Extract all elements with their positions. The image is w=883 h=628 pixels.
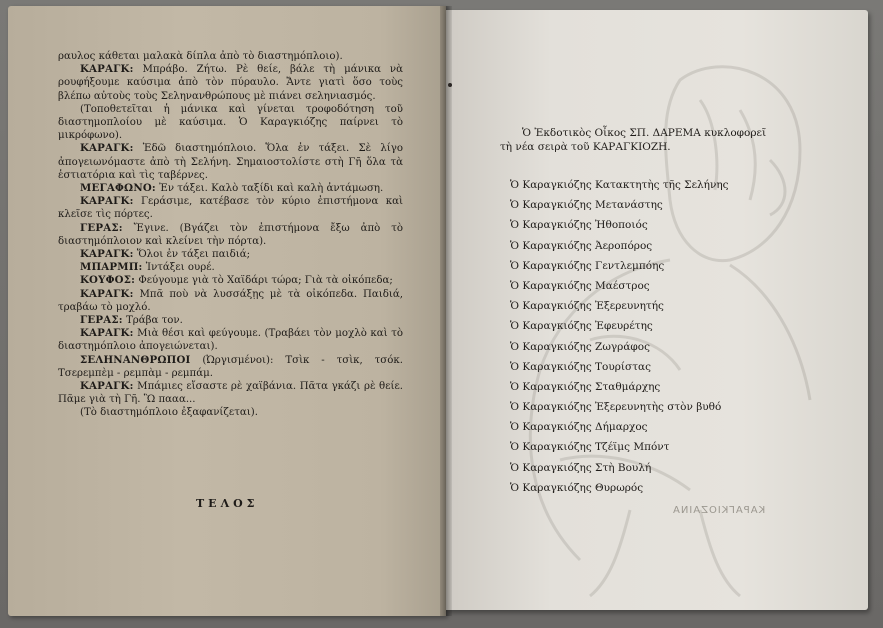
dialogue-line: ΚΟΥΦΟΣ: Φεύγουμε γιὰ τὸ Χαϊδάρι τώρα; Γιὰ τὰ οἰκόπεδα;: [80, 274, 393, 287]
list-item: Ὁ Καραγκιόζης Ἠθοποιός: [510, 219, 648, 232]
staple-hole: [448, 83, 452, 87]
list-item: Ὁ Καραγκιόζης Κατακτητὴς τῆς Σελήνης: [510, 179, 729, 191]
list-item: Ὁ Καραγκιόζης Στὴ Βουλή: [510, 461, 652, 474]
announcement-line-2: τὴ νέα σειρὰ τοῦ ΚΑΡΑΓΚΙΟΖΗ.: [500, 141, 671, 153]
book-spine: [440, 6, 452, 616]
list-item: Ὁ Καραγκιόζης Ζωγράφος: [510, 340, 650, 353]
dialogue-line: ΓΕΡΑΣ: Ἔγινε. (Βγάζει τὸν ἐπιστήμονα ἔξω ἀπὸ τὸ διαστημόπλοιον καὶ κλείνει τὴν πόρτα).: [58, 221, 403, 247]
list-item: Ὁ Καραγκιόζης Τζέϊμς Μπόντ: [510, 441, 670, 454]
list-item: Ὁ Καραγκιόζης Μετανάστης: [510, 199, 663, 212]
list-item: Ὁ Καραγκιόζης Ἀεροπόρος: [510, 239, 653, 252]
dialogue-line: ΣΕΛΗΝΑΝΘΡΩΠΟΙ (Ὠργισμένοι): Τσὶκ - τσὶκ, τσόκ. Τσερεμπὲμ - ρεμπὰμ - ρεμπάμ.: [58, 353, 403, 379]
series-title-list: [510, 175, 840, 498]
end-label: ΤΕΛΟΣ: [196, 497, 259, 510]
dialogue-line: ΚΑΡΑΓΚ: Ὅλοι ἐν τάξει παιδιά;: [80, 248, 251, 261]
list-item: Ὁ Καραγκιόζης Ἐφευρέτης: [510, 320, 653, 333]
dialogue-line: ΓΕΡΑΣ: Τράβα τον.: [80, 314, 183, 327]
dialogue-line: ΜΠΑΡΜΠ: Ἰντάξει ουρέ.: [80, 261, 215, 274]
list-item: Ὁ Καραγκιόζης Τουρίστας: [510, 360, 651, 373]
list-item: Ὁ Καραγκιόζης Θυρωρός: [510, 481, 644, 494]
dialogue-line: ΜΕΓΑΦΩΝΟ: Ἐν τάξει. Καλὸ ταξίδι καὶ καλὴ ἀντάμωση.: [80, 182, 384, 195]
announcement-line-1: Ὁ Ἐκδοτικὸς Οἶκος ΣΠ. ΔΑΡΕΜΑ κυκλοφορεῖ: [522, 127, 767, 139]
stage-direction: (Τοποθετεῖται ἡ μάνικα καὶ γίνεται τροφοδότηση τοῦ διαστημοπλοίου μὲ καύσιμα. Ὁ Καραγκιόζης παίρνει τὸ μικρόφωνο).: [58, 103, 403, 142]
list-item: Ὁ Καραγκιόζης Σταθμάρχης: [510, 380, 661, 393]
publisher-announcement: [500, 126, 840, 154]
left-page-text: [58, 50, 403, 420]
watermark-label: ΚΑΡΑΓΚΙΟΖΑΙΝΑ: [672, 505, 766, 516]
dialogue-line: ραυλος κάθεται μαλακὰ δίπλα ἀπὸ τὸ διαστημόπλοιο).: [58, 51, 343, 62]
stage-direction: (Τὸ διαστημόπλοιο ἐξαφανίζεται).: [80, 407, 258, 419]
dialogue-line: ΚΑΡΑΓΚ: Γεράσιμε, κατέβασε τὸν κύριο ἐπιστήμονα καὶ κλεῖσε τὶς πόρτες.: [58, 195, 403, 221]
list-item: Ὁ Καραγκιόζης Γεντλεμπόης: [510, 259, 665, 272]
dialogue-line: ΚΑΡΑΓΚ: Μπράβο. Ζήτω. Ρὲ θείε, βάλε τὴ μάνικα νὰ ρουφήξουμε καύσιμα ἀπὸ τὸν πύραυλο. Ἄντε γιατὶ ὅσο τοὺς βλέπω αὐτοὺς τοὺς Σεληνανθρώπους μὲ πιάνει σεληνιασμός.: [58, 63, 403, 102]
list-item: Ὁ Καραγκιόζης Μαέστρος: [510, 279, 650, 292]
list-item: Ὁ Καραγκιόζης Ἐξερευνητής: [510, 300, 664, 313]
dialogue-line: ΚΑΡΑΓΚ: Ἐδῶ διαστημόπλοιο. Ὅλα ἐν τάξει. Σὲ λίγο ἀπογειωνόμαστε ἀπὸ τὴ Σελήνη. Σημαιοστολίστε στὴ Γῆ ὅλα τὰ ἑστιατόρια καὶ τὶς ταβέρνες.: [58, 142, 403, 181]
dialogue-line: ΚΑΡΑΓΚ: Μπᾶ ποὺ νὰ λυσσάξῃς μὲ τὰ οἰκόπεδα. Παιδιά, τραβάω τὸ μοχλό.: [58, 287, 403, 313]
dialogue-line: ΚΑΡΑΓΚ: Μιὰ θέσι καὶ φεύγουμε. (Τραβάει τὸν μοχλὸ καὶ τὸ διαστημόπλοιο ἀπογειώνεται).: [58, 327, 403, 353]
list-item: Ὁ Καραγκιόζης Ἐξερευνητὴς στὸν βυθό: [510, 401, 722, 414]
dialogue-line: ΚΑΡΑΓΚ: Μπάμιες εἴσαστε ρὲ χαϊβάνια. Πᾶτα γκάζι ρὲ θείε. Πᾶμε γιὰ τὴ Γῆ. Ὢ πααα...: [58, 380, 403, 406]
list-item: Ὁ Καραγκιόζης Δήμαρχος: [510, 421, 648, 434]
